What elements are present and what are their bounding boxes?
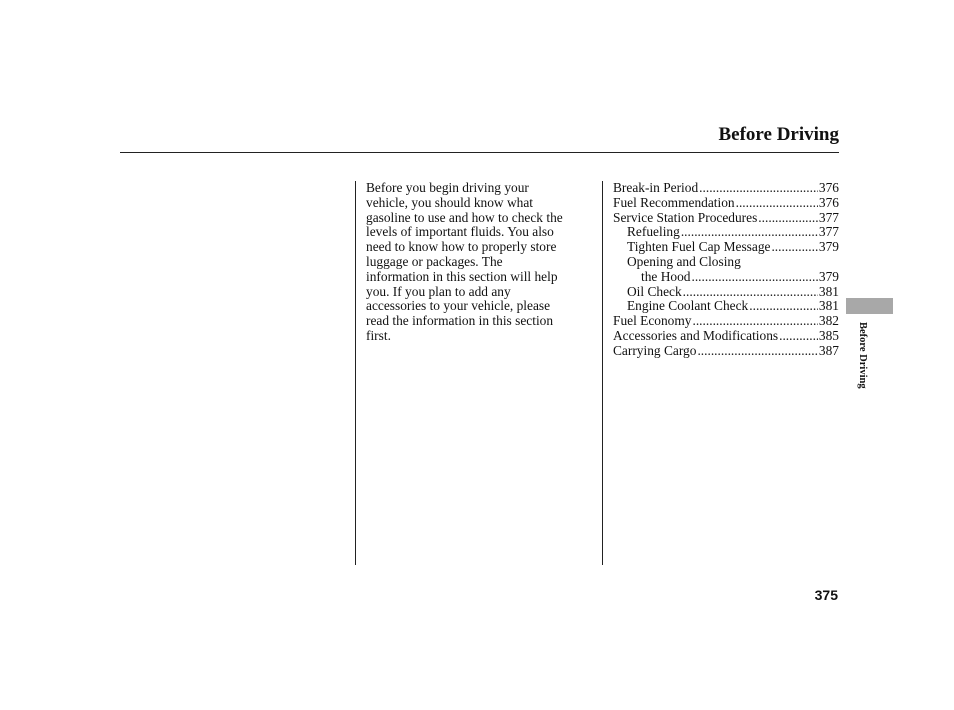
page-title: Before Driving <box>718 124 839 145</box>
page-number: 375 <box>814 587 838 603</box>
intro-line: you. If you plan to add any <box>366 283 511 299</box>
toc-page: 376 <box>818 194 839 210</box>
toc-entry-tighten-fuel-cap-message[interactable] <box>613 240 839 255</box>
intro-line: first. <box>366 327 391 343</box>
toc-page: 381 <box>818 283 839 299</box>
intro-line: luggage or packages. The <box>366 253 503 269</box>
toc-label: Accessories and Modifications <box>613 327 779 343</box>
intro-paragraph <box>366 181 598 344</box>
intro-line: accessories to your vehicle, please <box>366 298 551 314</box>
toc-page: 377 <box>818 209 839 225</box>
table-of-contents <box>613 181 839 359</box>
toc-label: Break-in Period <box>613 180 699 195</box>
header-rule <box>120 152 839 153</box>
toc-entry-fuel-economy[interactable] <box>613 314 839 329</box>
toc-label: Engine Coolant Check <box>627 298 749 314</box>
toc-label: Opening and Closing <box>627 253 741 269</box>
toc-entry-carrying-cargo[interactable] <box>613 344 839 359</box>
toc-page: 379 <box>818 268 839 284</box>
toc-entry-opening-and-closing[interactable] <box>613 255 839 270</box>
intro-line: levels of important fluids. You also <box>366 224 554 240</box>
toc-page: 385 <box>818 327 839 343</box>
toc-label: Oil Check <box>627 283 682 299</box>
toc-entry-engine-coolant-check[interactable] <box>613 299 839 314</box>
toc-label: Tighten Fuel Cap Message <box>627 239 771 255</box>
column-divider-left <box>355 181 356 565</box>
toc-page: 381 <box>818 298 839 314</box>
toc-label: Fuel Recommendation <box>613 194 735 210</box>
toc-label: Fuel Economy <box>613 313 692 329</box>
toc-entry-refueling[interactable] <box>613 225 839 240</box>
intro-line: vehicle, you should know what <box>366 194 533 210</box>
toc-page: 382 <box>818 313 839 329</box>
toc-entry-accessories-and-modifications[interactable] <box>613 329 839 344</box>
toc-entry-service-station-procedures[interactable] <box>613 211 839 226</box>
toc-page: 387 <box>818 342 839 358</box>
toc-entry-fuel-recommendation[interactable] <box>613 196 839 211</box>
intro-line: information in this section will help <box>366 268 558 284</box>
intro-line: gasoline to use and how to check the <box>366 209 563 225</box>
toc-label: the Hood <box>641 268 691 284</box>
intro-line: Before you begin driving your <box>366 180 529 195</box>
intro-line: need to know how to properly store <box>366 239 557 255</box>
toc-entry-the-hood[interactable] <box>613 270 839 285</box>
toc-page: 376 <box>818 180 839 195</box>
toc-entry-break-in-period[interactable] <box>613 181 839 196</box>
toc-page: 377 <box>818 224 839 240</box>
section-tab-marker <box>846 298 893 314</box>
toc-label: Refueling <box>627 224 680 240</box>
toc-label: Carrying Cargo <box>613 342 697 358</box>
side-tab-label: Before Driving <box>857 322 868 389</box>
column-divider-right <box>602 181 603 565</box>
toc-label: Service Station Procedures <box>613 209 758 225</box>
intro-line: read the information in this section <box>366 313 554 329</box>
toc-entry-oil-check[interactable] <box>613 285 839 300</box>
toc-page: 379 <box>818 239 839 255</box>
